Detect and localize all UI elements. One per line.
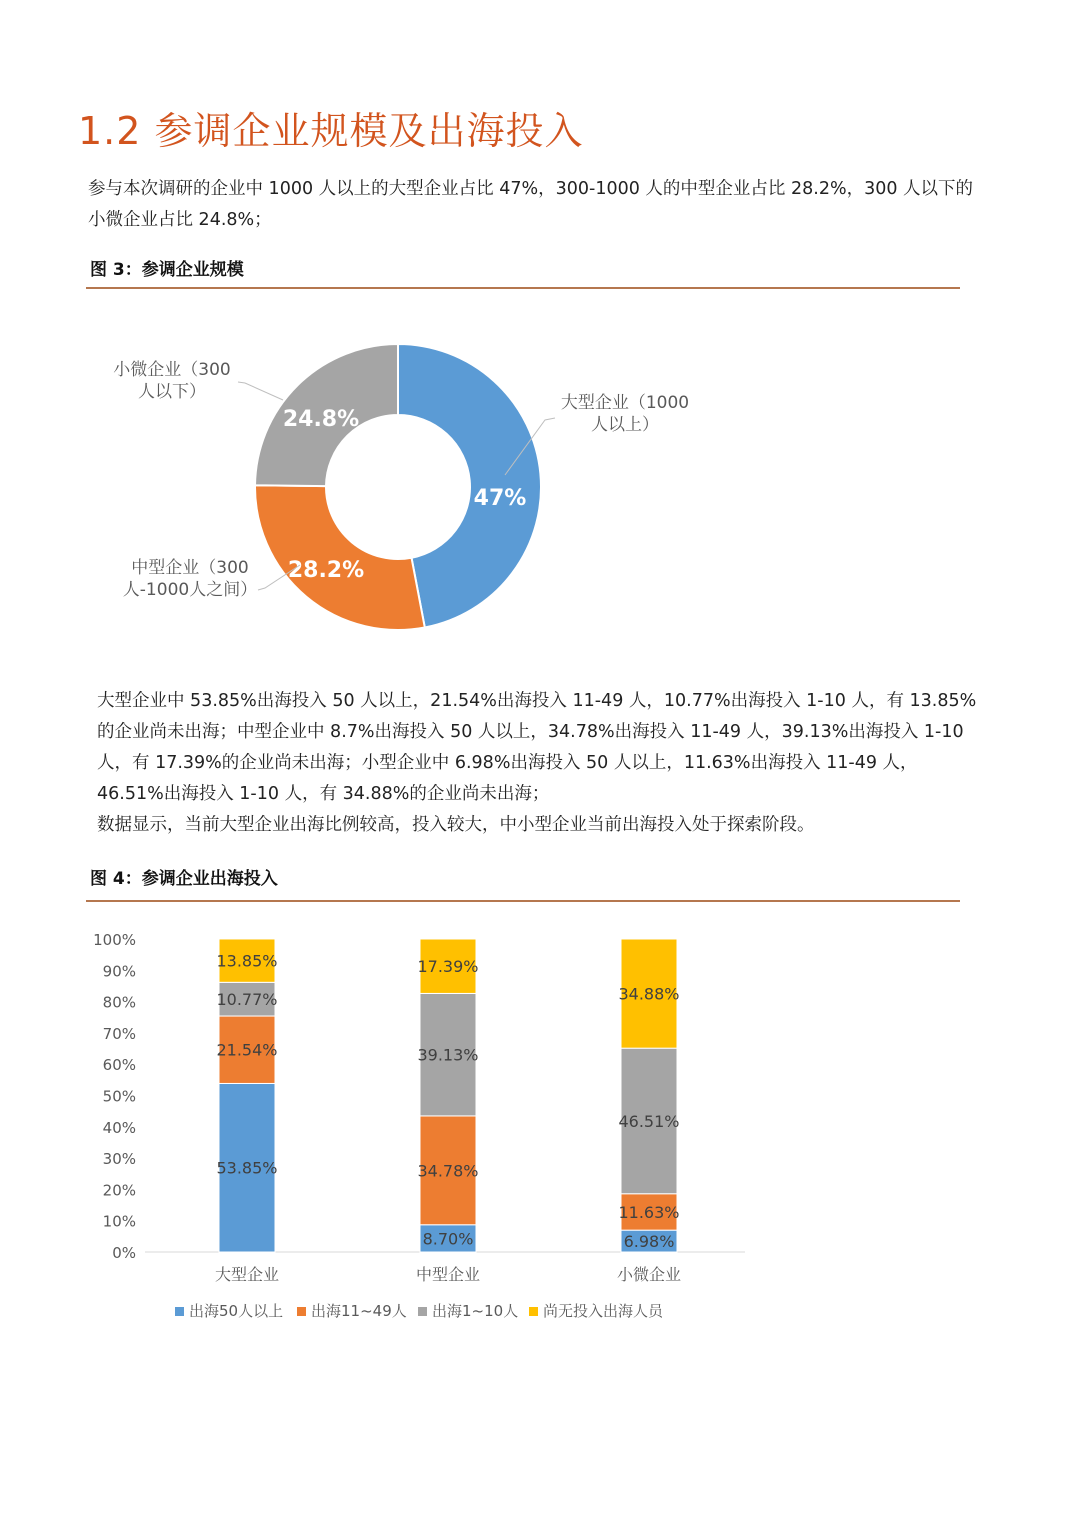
y-tick-label: 10% (102, 1212, 136, 1231)
bar-data-label: 39.13% (417, 1045, 479, 1065)
bar-data-label: 13.85% (216, 951, 278, 971)
y-tick-label: 30% (102, 1150, 136, 1169)
x-category-label: 大型企业 (214, 1265, 280, 1284)
donut-category-label: 人以下） (138, 382, 206, 402)
bar-data-label: 21.54% (216, 1040, 278, 1060)
y-tick-label: 80% (102, 993, 136, 1012)
figure4-divider (86, 900, 960, 902)
bar-data-label: 11.63% (618, 1202, 680, 1222)
donut-leader-line (238, 382, 283, 400)
bar-data-label: 53.85% (216, 1158, 278, 1178)
y-tick-label: 0% (112, 1244, 136, 1262)
donut-category-label: 小微企业（300 (113, 360, 231, 380)
y-tick-label: 20% (102, 1181, 136, 1200)
section-title: 1.2 参调企业规模及出海投入 (78, 109, 584, 153)
donut-value-label: 47% (473, 486, 527, 511)
intro-text: 参与本次调研的企业中 1000 人以上的大型企业占比 47%，300-1000 人的中型企业占比 28.2%，300 人以下的小微企业占比 24.8%； (88, 179, 974, 230)
y-tick-label: 70% (102, 1024, 136, 1043)
donut-category-label: 人-1000人之间） (122, 580, 258, 600)
legend-swatch (529, 1307, 538, 1316)
company-size-donut-chart (0, 300, 1080, 660)
legend-label: 出海50人以上 (189, 1302, 284, 1320)
analysis-text-2: 数据显示，当前大型企业出海比例较高，投入较大，中小型企业当前出海投入处于探索阶段。 (97, 815, 815, 835)
figure3-divider (86, 287, 960, 289)
bar-data-label: 17.39% (417, 957, 479, 977)
donut-category-label: 中型企业（300 (131, 558, 249, 578)
y-tick-label: 40% (102, 1118, 136, 1137)
bar-data-label: 34.78% (417, 1161, 479, 1181)
y-tick-label: 100% (93, 931, 136, 949)
intro-paragraph (88, 174, 978, 236)
legend-label: 出海1~10人 (432, 1302, 519, 1320)
figure3-title: 图 3：参调企业规模 (90, 260, 244, 280)
donut-category-label: 大型企业（1000 (560, 393, 690, 413)
donut-category-label: 人以上） (591, 415, 659, 435)
x-category-label: 小微企业 (616, 1265, 682, 1284)
y-tick-label: 50% (102, 1087, 136, 1106)
overseas-investment-stacked-bar-chart (0, 915, 1080, 1345)
bar-data-label: 6.98% (623, 1232, 675, 1252)
legend-swatch (418, 1307, 427, 1316)
figure4-title: 图 4：参调企业出海投入 (90, 869, 278, 889)
x-category-label: 中型企业 (415, 1265, 481, 1284)
donut-value-label: 24.8% (282, 407, 360, 432)
legend-label: 出海11~49人 (311, 1302, 407, 1320)
y-tick-label: 90% (102, 962, 136, 981)
bar-data-label: 10.77% (216, 990, 278, 1010)
y-tick-label: 60% (102, 1056, 136, 1075)
bar-data-label: 34.88% (618, 984, 680, 1004)
bar-data-label: 8.70% (422, 1229, 474, 1249)
legend-swatch (297, 1307, 306, 1316)
donut-value-label: 28.2% (287, 558, 365, 583)
legend-swatch (175, 1307, 184, 1316)
analysis-text-1: 大型企业中 53.85%出海投入 50 人以上，21.54%出海投入 11-49 人，10.77%出海投入 1-10 人，有 13.85%的企业尚未出海；中型企业中 8.7%出海投入 50 人以上，34.78%出海投入 11-49 人，39.13%出海投入 1-10 人，有 17.39%的企业尚未出海；小型企业中 6.98%出海投入 50 人以上，11.63%出海投入 11-49 人，46.51%出海投入 1-10 人，有 34.88%的企业尚未出海； (97, 691, 977, 804)
bar-data-label: 46.51% (618, 1111, 680, 1131)
legend-label: 尚无投入出海人员 (543, 1302, 664, 1320)
analysis-paragraphs (97, 686, 977, 841)
